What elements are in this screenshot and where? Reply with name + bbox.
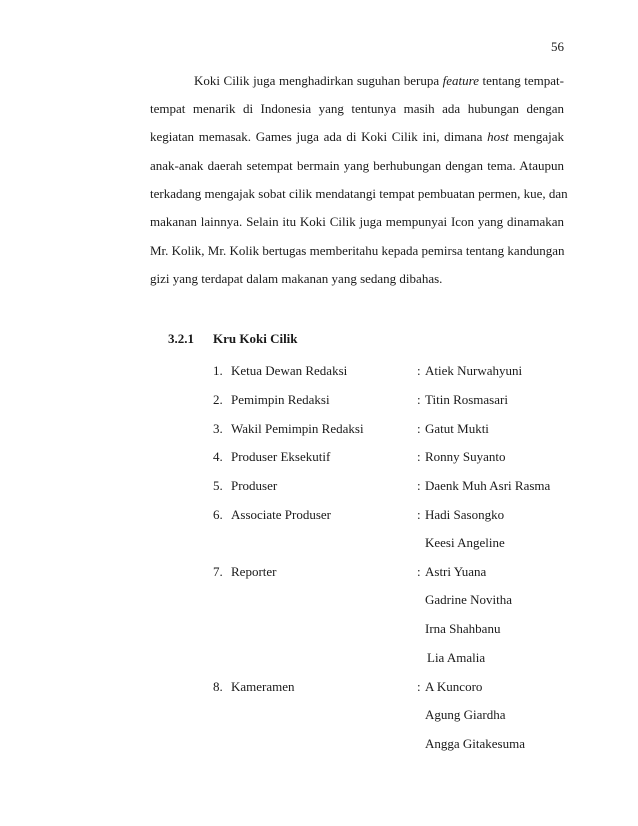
crew-name: Agung Giardha — [425, 707, 506, 722]
page-number: 56 — [551, 39, 564, 54]
section-number: 3.2.1 — [168, 331, 194, 346]
crew-name: Gatut Mukti — [425, 421, 489, 436]
paragraph-text: Koki Cilik juga menghadirkan suguhan berupa — [194, 73, 443, 88]
crew-colon: : — [417, 449, 421, 464]
paragraph-italic-host: host — [487, 129, 509, 144]
crew-name: A Kuncoro — [425, 679, 483, 694]
paragraph-text: kegiatan memasak. Games juga ada di Koki Cilik ini, dimana — [150, 129, 488, 144]
crew-number: 5. — [213, 478, 223, 493]
paragraph-line-3 — [150, 129, 564, 145]
crew-colon: : — [417, 478, 421, 493]
crew-colon: : — [417, 679, 421, 694]
crew-colon: : — [417, 564, 421, 579]
crew-role: Associate Produser — [231, 507, 332, 522]
crew-role: Produser Eksekutif — [231, 449, 331, 464]
crew-number: 1. — [213, 363, 223, 378]
crew-name: Keesi Angeline — [425, 535, 505, 550]
crew-colon: : — [417, 507, 421, 522]
crew-role: Wakil Pemimpin Redaksi — [231, 421, 364, 436]
paragraph-line-4: anak-anak daerah setempat bermain yang berhubungan dengan tema. Ataupun — [150, 158, 564, 173]
crew-name: Irna Shahbanu — [425, 621, 501, 636]
paragraph-line-8: gizi yang terdapat dalam makanan yang sedang dibahas. — [150, 271, 443, 286]
paragraph-text: tentang tempat- — [478, 73, 564, 88]
paragraph-line-6: makanan lainnya. Selain itu Koki Cilik juga mempunyai Icon yang dinamakan — [150, 214, 564, 229]
crew-name: Gadrine Novitha — [425, 592, 513, 607]
paragraph-line-1 — [194, 73, 564, 89]
crew-name: Titin Rosmasari — [425, 392, 508, 407]
crew-colon: : — [417, 421, 421, 436]
crew-colon: : — [417, 392, 421, 407]
crew-number: 7. — [213, 564, 223, 579]
crew-number: 3. — [213, 421, 223, 436]
paragraph-line-2: tempat menarik di Indonesia yang tentunya masih ada hubungan dengan — [150, 101, 564, 116]
crew-role: Ketua Dewan Redaksi — [231, 363, 348, 378]
crew-role: Pemimpin Redaksi — [231, 392, 330, 407]
paragraph-line-7: Mr. Kolik, Mr. Kolik bertugas memberitahu kepada pemirsa tentang kandungan — [150, 243, 565, 258]
crew-role: Reporter — [231, 564, 277, 579]
crew-number: 6. — [213, 507, 223, 522]
crew-role: Kameramen — [231, 679, 295, 694]
crew-name: Hadi Sasongko — [425, 507, 505, 522]
crew-number: 2. — [213, 392, 223, 407]
crew-name: Daenk Muh Asri Rasma — [425, 478, 551, 493]
section-title: Kru Koki Cilik — [213, 331, 298, 346]
crew-name: Lia Amalia — [427, 650, 486, 665]
paragraph-text: mengajak — [508, 129, 564, 144]
crew-number: 8. — [213, 679, 223, 694]
paragraph-line-5: terkadang mengajak sobat cilik mendatangi tempat pembuatan permen, kue, dan — [150, 186, 568, 201]
crew-name: Astri Yuana — [425, 564, 487, 579]
paragraph-italic-feature: feature — [442, 73, 479, 88]
crew-colon: : — [417, 363, 421, 378]
crew-name: Ronny Suyanto — [425, 449, 506, 464]
crew-role: Produser — [231, 478, 278, 493]
crew-name: Angga Gitakesuma — [425, 736, 526, 751]
crew-name: Atiek Nurwahyuni — [425, 363, 523, 378]
crew-number: 4. — [213, 449, 223, 464]
